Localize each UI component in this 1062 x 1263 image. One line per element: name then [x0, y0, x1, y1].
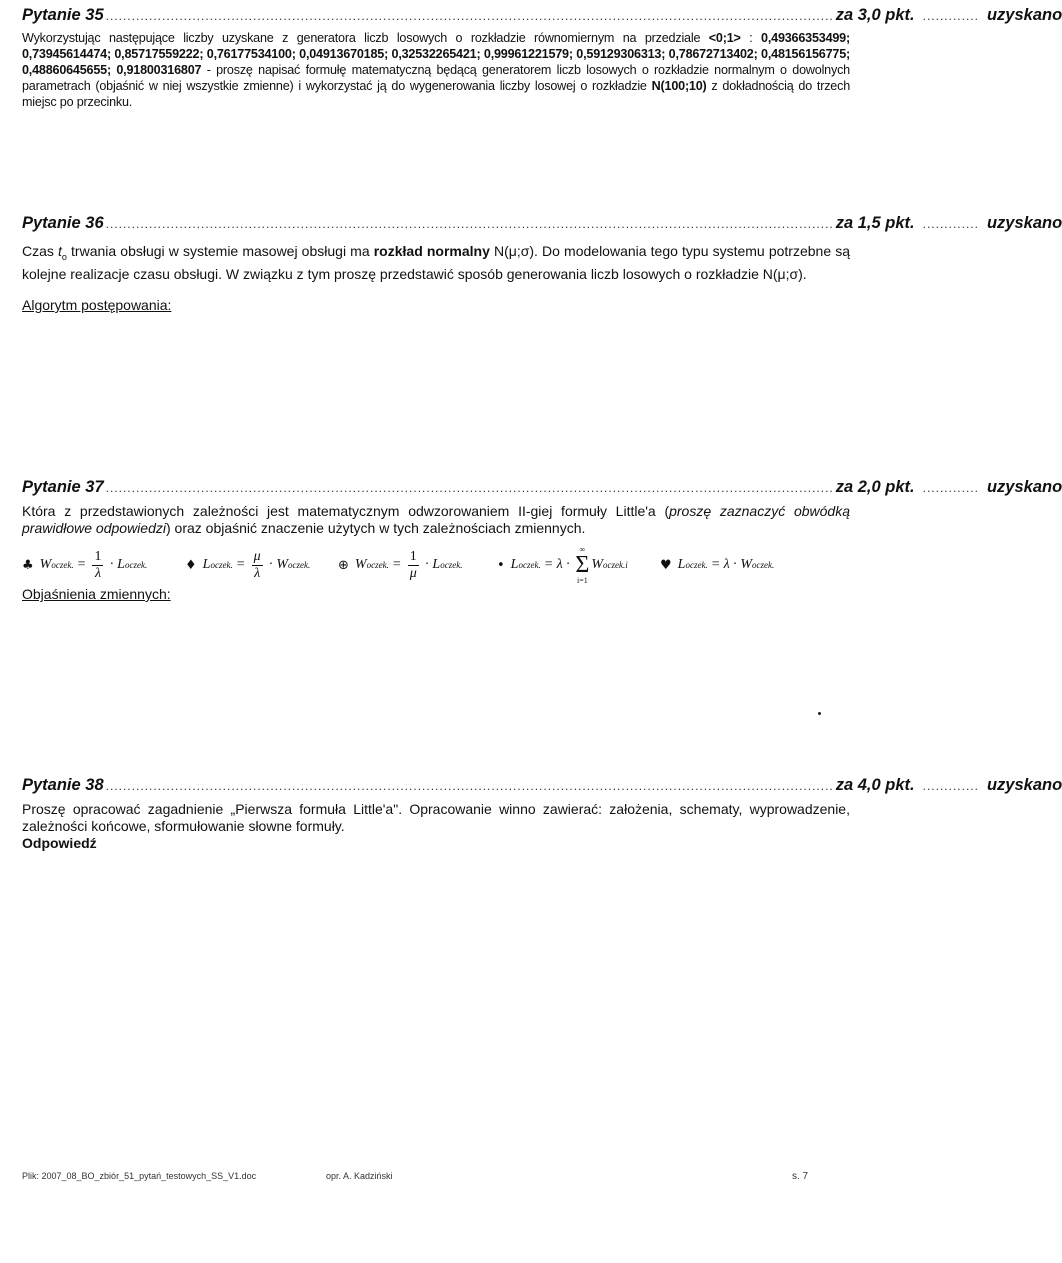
q35-leader-dots: ........................................................................................................................................................................: [105, 9, 834, 23]
q38-body: Proszę opracować zagadnienie „Pierwsza formuła Little'a". Opracowanie winno zawierać: założenia, schematy, wyprowadzenie, zależności końcowe, sformułowanie słowne formuły.: [22, 801, 850, 834]
q38-points: za 4,0 pkt.: [835, 776, 915, 794]
formula-4-W-sub: oczek.i: [603, 560, 628, 570]
formula-1-L: L: [117, 557, 125, 572]
sum-sign: Σ: [575, 552, 590, 578]
formula-option-3[interactable]: [338, 540, 462, 590]
q36-text-3: N(μ;σ). Do modelowania tego typu systemu potrzebne są kolejne realizacje czasu obsługi. W związku z tym proszę przedstawić sposób generowania liczb losowych o rozkładzie N(μ;σ).: [22, 243, 851, 282]
formula-option-4[interactable]: [497, 540, 628, 590]
formula-1-eq: =: [77, 557, 86, 572]
footer-file: Plik: 2007_08_BO_zbiór_51_pytań_testowych_SS_V1.doc: [22, 1171, 257, 1181]
q36-obtained: uzyskano: [986, 214, 1062, 232]
q36-t-symbol: t: [58, 243, 62, 259]
q35-text-intro: Wykorzystując następujące liczby uzyskane z generatora liczb losowych o rozkładzie równomiernym na przedziale: [22, 31, 701, 45]
formula-option-2[interactable]: [185, 540, 310, 590]
circled-plus-icon: ⊕: [338, 557, 349, 573]
formula-2-den: λ: [254, 565, 261, 581]
formula-3-W: W: [354, 557, 367, 572]
formula-3-den: μ: [409, 565, 417, 581]
q37-text-2: ) oraz objaśnić znaczenie użytych w tych zależnościach zmiennych.: [165, 520, 586, 536]
q36-bold-text: rozkład normalny: [373, 243, 490, 259]
q35-colon: :: [740, 31, 753, 45]
q38-header: [22, 776, 1062, 798]
formula-2-dot: ·: [268, 557, 274, 572]
q35-numbers: 0,49366353499; 0,73945614474; 0,85717559222; 0,76177534100; 0,04913670185; 0,32532265421; 0,99961221579; 0,59129306313; 0,78672713402; 0,48156156775; 0,48860645655; 0,91800316807: [22, 31, 850, 77]
sum-upper-limit: ∞: [579, 545, 586, 554]
q38-obtained: uzyskano: [986, 776, 1062, 794]
formula-4-sum: [575, 545, 589, 585]
q37-title: Pytanie 37: [22, 478, 104, 496]
q35-leader-dots-2: .............: [922, 9, 979, 23]
formula-1-dot: ·: [109, 557, 115, 572]
formula-option-5[interactable]: [660, 540, 774, 590]
q35-distribution: N(100;10): [651, 79, 707, 93]
formula-5-W-sub: oczek.: [752, 560, 775, 570]
footer-page-number: s. 7: [792, 1171, 809, 1182]
formula-2-L-sub: oczek.: [210, 560, 233, 570]
formula-5-eq: =: [711, 557, 720, 572]
q36-t-subscript: o: [61, 251, 67, 262]
q37-points: za 2,0 pkt.: [835, 478, 915, 496]
q37-leader-dots-2: .............: [922, 481, 979, 495]
formula-4-dot: ·: [565, 557, 571, 572]
formula-3-eq: =: [392, 557, 401, 572]
formula-1-L-sub: oczek.: [124, 560, 148, 570]
q36-body: [22, 243, 850, 283]
formula-2-fraction: [252, 549, 263, 582]
formula-2-W: W: [276, 557, 288, 572]
q36-points: za 1,5 pkt.: [835, 214, 915, 232]
q35-header: [22, 6, 1062, 28]
formula-1-den: λ: [94, 565, 102, 581]
q36-text-1: Czas: [22, 243, 59, 259]
formula-4-L: L: [510, 557, 519, 572]
formula-1-fraction: [92, 549, 103, 582]
formula-3-dot: ·: [424, 557, 430, 572]
q35-points: za 3,0 pkt.: [835, 6, 915, 24]
formula-4-L-sub: oczek.: [518, 560, 541, 570]
q36-text-2: trwania obsługi w systemie masowej obsługi ma: [66, 243, 374, 259]
q37-obtained: uzyskano: [986, 478, 1062, 496]
formula-5-L: L: [677, 557, 686, 572]
q37-italic-text: proszę zaznaczyć obwódką prawidłowe odpowiedzi: [22, 503, 850, 536]
formula-4-lambda: λ: [556, 557, 563, 572]
q35-interval: <0;1>: [708, 31, 741, 45]
formula-4-W: W: [591, 557, 604, 572]
formula-3-L-sub: oczek.: [440, 560, 463, 570]
q37-text-1: Która z przedstawionych zależności jest matematycznym odwzorowaniem II-giej formuły Little'a (: [22, 503, 670, 519]
formula-option-1[interactable]: [22, 540, 147, 590]
q35-text-mid: - proszę napisać formułę matematyczną będącą generatorem liczb losowych o rozkładzie normalnym o dowolnych parametrach (objaśnić w niej wszystkie zmienne) i wykorzystać ją do wygenerowania liczby losowej o rozkładzie: [22, 63, 850, 93]
formula-5-L-sub: oczek.: [685, 560, 708, 570]
formula-5-dot: ·: [732, 557, 738, 572]
q38-leader-dots-2: .............: [922, 779, 979, 793]
formula-2-eq: =: [236, 557, 245, 572]
q36-title: Pytanie 36: [22, 214, 104, 232]
footer-author: opr. A. Kadziński: [326, 1171, 393, 1181]
formula-2-num: μ: [253, 548, 261, 564]
formula-1-W: W: [39, 557, 52, 572]
q37-explanations-label: Objaśnienia zmiennych:: [22, 586, 171, 602]
formula-5-W: W: [740, 557, 753, 572]
q35-obtained: uzyskano: [986, 6, 1062, 24]
q35-title: Pytanie 35: [22, 6, 104, 24]
q35-body: [22, 30, 850, 110]
formula-5-lambda: λ: [723, 557, 730, 572]
formula-3-num: 1: [409, 548, 417, 564]
heart-icon: ♥: [660, 557, 672, 573]
scan-speck: [818, 712, 821, 715]
q38-answer-label: Odpowiedź: [22, 835, 97, 851]
q37-header: [22, 478, 1062, 500]
q38-leader-dots: ........................................................................................................................................................................: [105, 779, 834, 793]
formula-3-fraction: [408, 549, 419, 582]
q37-leader-dots: ........................................................................................................................................................................: [105, 481, 834, 495]
q38-title: Pytanie 38: [22, 776, 104, 794]
q37-body: [22, 503, 850, 537]
q37-formula-options: [22, 540, 852, 590]
formula-3-L: L: [432, 557, 441, 572]
formula-4-eq: =: [544, 557, 553, 572]
formula-2-L: L: [202, 557, 211, 572]
formula-1-num: 1: [94, 548, 102, 564]
q36-header: [22, 214, 1062, 236]
q36-leader-dots-2: .............: [922, 217, 979, 231]
bullet-icon: •: [497, 557, 505, 573]
q36-algorithm-label: Algorytm postępowania:: [22, 297, 172, 313]
club-icon: ♣: [22, 557, 34, 573]
formula-2-W-sub: oczek.: [287, 560, 311, 570]
diamond-icon: ♦: [185, 557, 197, 573]
sum-lower-limit: i=1: [576, 576, 588, 585]
formula-1-W-sub: oczek.: [51, 560, 74, 570]
formula-3-W-sub: oczek.: [366, 560, 389, 570]
q35-text-end: z dokładnością do trzech miejsc po przecinku.: [22, 79, 850, 109]
q36-leader-dots: ........................................................................................................................................................................: [105, 217, 834, 231]
